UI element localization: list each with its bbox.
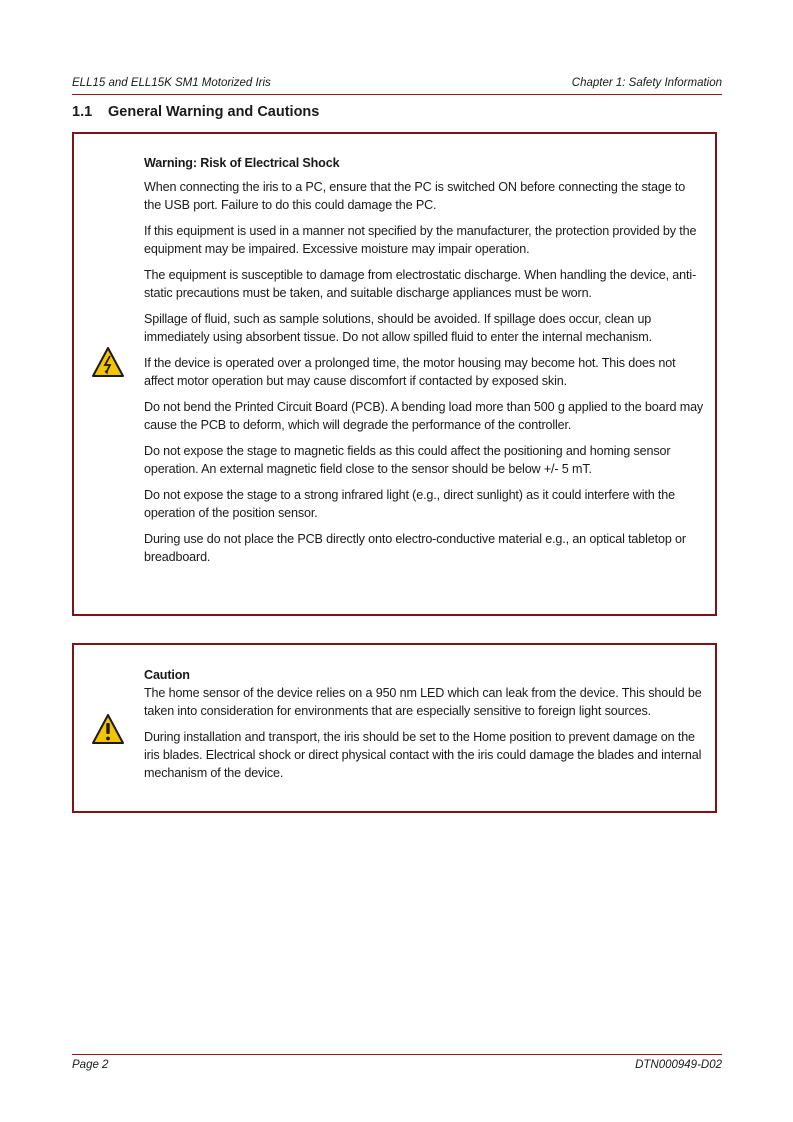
section-heading xyxy=(72,104,319,120)
caution-warning-icon xyxy=(91,713,125,745)
warning-paragraph: When connecting the iris to a PC, ensure that the PC is switched ON before connecting the stage to the USB port. Failure to do this could damage the PC. xyxy=(144,180,686,212)
warning-box xyxy=(72,132,717,616)
warning-paragraph: During use do not place the PCB directly onto electro-conductive material e.g., an optical tabletop or breadboard. xyxy=(144,532,686,564)
warning-title: Warning: Risk of Electrical Shock xyxy=(144,156,340,170)
caution-paragraph: The home sensor of the device relies on a 950 nm LED which can leak from the device. This should be taken into consideration for environments that are especially sensitive to foreign light sources. xyxy=(144,686,702,718)
footer-document-number: DTN000949-D02 xyxy=(635,1059,722,1071)
header-chapter-title: Chapter 1: Safety Information xyxy=(571,77,722,89)
warning-paragraph: If the device is operated over a prolonged time, the motor housing may become hot. This does not affect motor operation but may cause discomfort if contacted by exposed skin. xyxy=(144,356,676,388)
page-header xyxy=(72,76,722,95)
page-footer xyxy=(72,1054,722,1073)
caution-paragraph: During installation and transport, the iris should be set to the Home position to prevent damage on the iris blades. Electrical shock or direct physical contact with the iris could damage the blades and internal mechanism of the device. xyxy=(144,730,702,780)
warning-content xyxy=(144,154,704,574)
caution-title: Caution xyxy=(144,668,190,682)
warning-paragraph: Do not expose the stage to a strong infrared light (e.g., direct sunlight) as it could interfere with the operation of the position sensor. xyxy=(144,488,675,520)
header-document-title: ELL15 and ELL15K SM1 Motorized Iris xyxy=(72,77,271,89)
warning-paragraph: Do not expose the stage to magnetic fields as this could affect the positioning and homing sensor operation. An external magnetic field close to the sensor should be below +/- 5 mT. xyxy=(144,444,671,476)
warning-paragraph: If this equipment is used in a manner not specified by the manufacturer, the protection provided by the equipment may be impaired. Excessive moisture may impair operation. xyxy=(144,224,697,256)
warning-paragraph: The equipment is susceptible to damage from electrostatic discharge. When handling the device, anti-static precautions must be taken, and suitable discharge appliances must be worn. xyxy=(144,268,697,300)
caution-content xyxy=(144,666,704,790)
warning-paragraph: Do not bend the Printed Circuit Board (PCB). A bending load more than 500 g applied to the board may cause the PCB to deform, which will degrade the performance of the controller. xyxy=(144,400,704,432)
caution-box xyxy=(72,643,717,813)
footer-page-number: Page 2 xyxy=(72,1059,109,1071)
electrical-shock-warning-icon xyxy=(91,346,125,378)
section-title: General Warning and Cautions xyxy=(108,104,320,120)
warning-paragraph: Spillage of fluid, such as sample solutions, should be avoided. If spillage does occur, clean up immediately using absorbent tissue. Do not allow spilled fluid to enter the internal mechanism. xyxy=(144,312,652,344)
section-number: 1.1 xyxy=(72,104,93,120)
